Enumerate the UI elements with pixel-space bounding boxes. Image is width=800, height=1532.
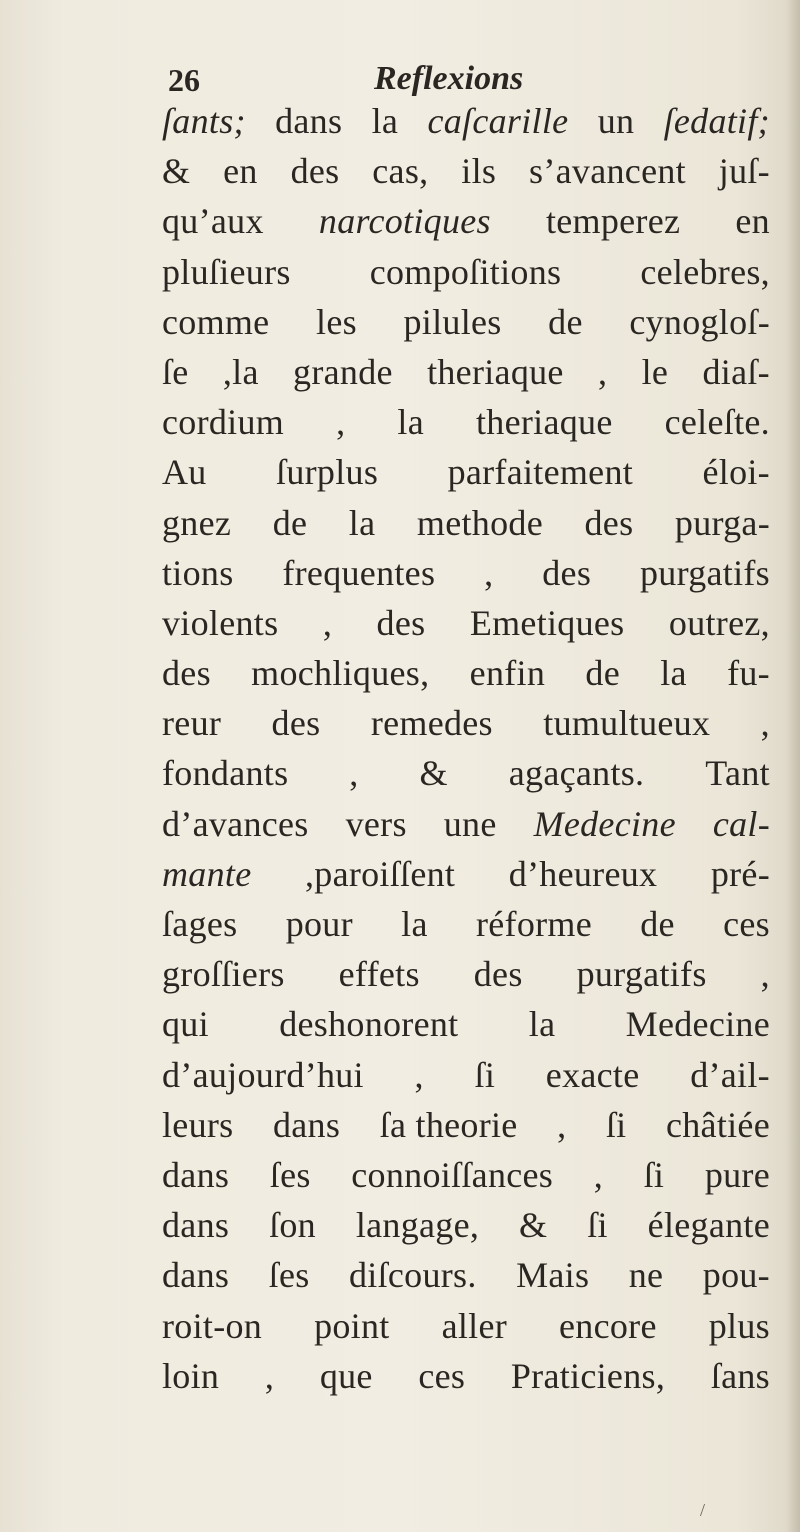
text-line xyxy=(162,96,770,146)
text-line xyxy=(162,1250,770,1300)
text-line xyxy=(162,1150,770,1200)
word: tumultueux xyxy=(543,703,711,744)
text-line xyxy=(162,899,770,949)
word: compoſitions xyxy=(369,251,562,292)
word: , xyxy=(760,954,770,995)
word: aller xyxy=(441,1305,508,1346)
word: mante xyxy=(162,853,252,894)
word: en xyxy=(223,151,258,192)
text-line xyxy=(162,196,770,246)
stray-mark: / xyxy=(700,1500,706,1520)
word: theriaque xyxy=(475,402,613,443)
word: ne xyxy=(628,1255,664,1296)
word: , xyxy=(336,402,346,443)
word: pou- xyxy=(702,1255,770,1296)
word: & xyxy=(162,151,191,192)
word: châtiée xyxy=(665,1104,770,1145)
text-line xyxy=(162,247,770,297)
word: purga- xyxy=(674,502,770,543)
word: ſi xyxy=(605,1104,627,1145)
running-title: Reflexions xyxy=(374,60,524,97)
word: ſages xyxy=(162,904,238,944)
text-line xyxy=(162,1200,770,1250)
text-line xyxy=(162,598,770,648)
word: diaſ- xyxy=(702,351,770,392)
word: des xyxy=(584,502,634,543)
word: un xyxy=(597,101,635,141)
word: enfin xyxy=(469,653,546,694)
word: leurs xyxy=(162,1104,234,1145)
word: des xyxy=(290,151,340,192)
word: , xyxy=(598,351,608,392)
page-number: 26 xyxy=(168,62,200,98)
word: , xyxy=(484,552,494,593)
word: comme xyxy=(162,301,270,342)
word: ils xyxy=(461,151,497,192)
word: d’heureux xyxy=(508,853,658,894)
word: ,paroiſſent xyxy=(304,853,456,894)
word: temperez xyxy=(545,201,681,242)
text-line xyxy=(162,698,770,748)
word: purgatifs xyxy=(576,954,707,995)
word: vers xyxy=(345,803,407,844)
word: cas, xyxy=(372,151,429,192)
word: juſ- xyxy=(718,151,770,192)
word: ces xyxy=(418,1355,466,1396)
word: de xyxy=(272,502,308,543)
word: fu- xyxy=(727,653,770,694)
word: ſon xyxy=(269,1205,316,1246)
word: cal- xyxy=(712,803,770,844)
word: la xyxy=(401,904,428,944)
word: d’ail- xyxy=(690,1054,770,1095)
body-text xyxy=(162,96,770,1401)
word: fondants xyxy=(162,753,289,794)
word: outrez, xyxy=(668,602,770,643)
word: reur xyxy=(162,703,222,744)
word: effets xyxy=(338,954,420,995)
word: s’avancent xyxy=(529,151,686,192)
word: de xyxy=(640,904,675,944)
word: des xyxy=(271,703,321,744)
word: pilules xyxy=(403,301,502,342)
text-line xyxy=(162,347,770,397)
word: des xyxy=(473,954,523,995)
text-line xyxy=(162,1301,770,1351)
word: Emetiques xyxy=(469,602,625,643)
text-line xyxy=(162,146,770,196)
word: cordium xyxy=(162,402,285,443)
word: , xyxy=(414,1054,424,1095)
word: pour xyxy=(285,904,353,944)
word: celeſte. xyxy=(664,402,770,443)
word: remedes xyxy=(370,703,493,744)
text-line xyxy=(162,397,770,447)
word: dans xyxy=(162,1205,230,1246)
word: diſcours. xyxy=(348,1255,477,1296)
word: des xyxy=(376,602,426,643)
text-line xyxy=(162,498,770,548)
word: la xyxy=(371,101,399,141)
text-line xyxy=(162,1351,770,1401)
word: loin xyxy=(162,1355,220,1396)
word: caſcarille xyxy=(427,101,569,141)
word: narcotiques xyxy=(318,201,491,242)
word: Mais xyxy=(516,1255,590,1296)
word: la xyxy=(348,502,376,543)
word: Praticiens, xyxy=(510,1355,666,1396)
word: dans xyxy=(275,101,343,141)
word: ſurplus xyxy=(276,452,379,493)
word: , xyxy=(349,753,359,794)
word: ſa theorie xyxy=(379,1104,518,1145)
word: d’aujourd’hui xyxy=(162,1054,364,1095)
word: parfaitement xyxy=(447,452,634,493)
word: ſants; xyxy=(162,101,246,141)
text-line xyxy=(162,1050,770,1100)
word: la xyxy=(660,653,687,694)
word: methode xyxy=(416,502,543,543)
word: les xyxy=(316,301,357,342)
word: ces xyxy=(723,904,770,944)
text-line xyxy=(162,849,770,899)
word: cynogloſ- xyxy=(629,301,770,342)
text-line xyxy=(162,748,770,798)
word: la xyxy=(528,1004,556,1045)
word: Tant xyxy=(705,753,770,794)
word: ſedatif; xyxy=(663,101,770,141)
word: ſes xyxy=(269,1154,311,1195)
word: en xyxy=(735,201,770,242)
word: , xyxy=(322,602,333,643)
word: ſes xyxy=(268,1255,310,1296)
word: ſi xyxy=(474,1054,496,1095)
word: encore xyxy=(559,1305,657,1346)
word: qui xyxy=(162,1004,209,1045)
text-line xyxy=(162,297,770,347)
word: la xyxy=(397,402,424,443)
word: dans xyxy=(272,1104,341,1145)
text-line xyxy=(162,799,770,849)
word: purgatifs xyxy=(639,552,770,593)
word: , xyxy=(760,703,770,744)
word: éloi- xyxy=(702,452,770,493)
word: celebres, xyxy=(640,251,770,292)
word: une xyxy=(443,803,497,844)
word: de xyxy=(585,653,620,694)
page-edge-shadow xyxy=(786,0,800,1532)
word: des xyxy=(542,552,592,593)
word: exacte xyxy=(545,1054,640,1095)
text-line xyxy=(162,447,770,497)
word: plus xyxy=(708,1305,770,1346)
word: Au xyxy=(162,452,207,493)
word: pré- xyxy=(710,853,770,894)
word: Medecine xyxy=(533,803,676,844)
word: roit-on xyxy=(162,1305,263,1346)
text-line xyxy=(162,1100,770,1150)
word: pure xyxy=(704,1154,770,1195)
word: & xyxy=(519,1205,548,1246)
word: le xyxy=(641,351,669,392)
word: ſans xyxy=(710,1355,770,1396)
word: grande xyxy=(293,351,393,392)
word: dans xyxy=(162,1154,230,1195)
word: qu’aux xyxy=(162,201,264,242)
word: , xyxy=(593,1154,604,1195)
word: dans xyxy=(162,1255,230,1296)
word: langage, xyxy=(355,1205,480,1246)
word: de xyxy=(548,301,583,342)
word: & xyxy=(419,753,448,794)
word: theriaque xyxy=(427,351,564,392)
word: connoiſſances xyxy=(351,1154,554,1195)
word: ſe xyxy=(162,351,189,392)
word: ,la xyxy=(222,351,259,392)
word: deshonorent xyxy=(279,1004,459,1045)
word: frequentes xyxy=(282,552,436,593)
word: agaçants. xyxy=(508,753,645,794)
word: élegante xyxy=(647,1205,770,1246)
word: réforme xyxy=(475,904,592,944)
word: groſſiers xyxy=(162,954,285,995)
text-line xyxy=(162,949,770,999)
word: des xyxy=(162,653,211,694)
word: violents xyxy=(162,602,279,643)
word: tions xyxy=(162,552,234,593)
word: , xyxy=(264,1355,275,1396)
word: Medecine xyxy=(625,1004,770,1045)
word: ſi xyxy=(587,1205,608,1246)
word: , xyxy=(557,1104,567,1145)
word: pluſieurs xyxy=(162,251,291,292)
text-line xyxy=(162,999,770,1049)
text-line xyxy=(162,548,770,598)
word: point xyxy=(314,1305,390,1346)
word: que xyxy=(319,1355,373,1396)
word: ſi xyxy=(643,1154,665,1195)
text-line xyxy=(162,648,770,698)
word: gnez xyxy=(162,502,232,543)
word: d’avances xyxy=(162,803,309,844)
word: mochliques, xyxy=(251,653,430,694)
